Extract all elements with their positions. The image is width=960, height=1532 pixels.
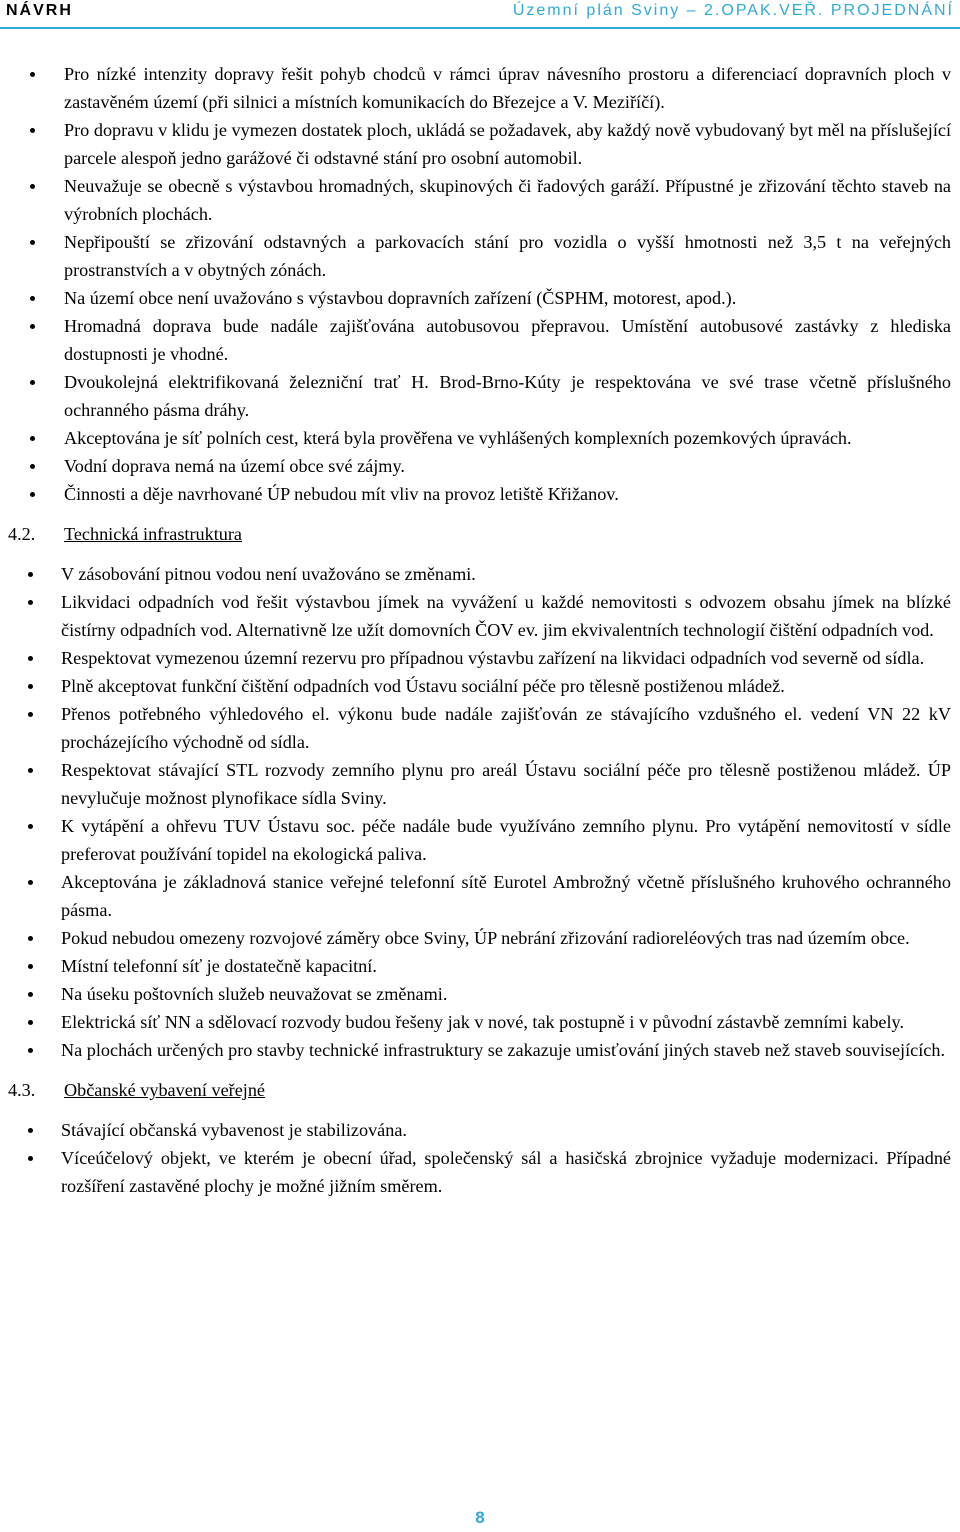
bullet-icon (28, 964, 33, 969)
list-item: Akceptována je základnová stanice veřejné telefonní sítě Eurotel Ambrožný včetně příslušného kruhového ochranného pásma. (0, 868, 960, 924)
bullet-icon (30, 296, 35, 301)
list-item: Nepřipouští se zřizování odstavných a parkovacích stání pro vozidla o vyšší hmotnosti než 3,5 t na veřejných prostranstvích a v obytných zónách. (0, 228, 960, 284)
bullet-icon (28, 684, 33, 689)
list-item: K vytápění a ohřevu TUV Ústavu soc. péče nadále bude využíváno zemního plynu. Pro vytápění nemovitostí v sídle preferovat používání topidel na ekologická paliva. (0, 812, 960, 868)
list-item: Přenos potřebného výhledového el. výkonu bude nadále zajišťován ze stávajícího vzdušného el. vedení VN 22 kV procházejícího východně od sídla. (0, 700, 960, 756)
list-item: Pro dopravu v klidu je vymezen dostatek ploch, ukládá se požadavek, aby každý nově vybudovaný byt měl na příslušející parcele alespoň jedno garážové či odstavné stání pro osobní automobil. (0, 116, 960, 172)
section-number: 4.2. (8, 524, 36, 544)
list-item: Místní telefonní síť je dostatečně kapacitní. (0, 952, 960, 980)
bullet-icon (28, 1156, 33, 1161)
bullet-icon (28, 1048, 33, 1053)
bullet-icon (30, 240, 35, 245)
list-item: Pokud nebudou omezeny rozvojové záměry obce Sviny, ÚP nebrání zřizování radioreléových tras nad územím obce. (0, 924, 960, 952)
bullet-icon (30, 184, 35, 189)
bullet-icon (28, 1020, 33, 1025)
list-item: Elektrická síť NN a sdělovací rozvody budou řešeny jak v nové, tak postupně i v původní zástavbě zemními kabely. (0, 1008, 960, 1036)
technical-list (0, 560, 960, 1064)
bullet-icon (28, 1128, 33, 1133)
bullet-icon (30, 324, 35, 329)
bullet-icon (28, 936, 33, 941)
bullet-icon (28, 656, 33, 661)
bullet-icon (30, 128, 35, 133)
section-title: Technická infrastruktura (64, 524, 242, 544)
document-body (0, 60, 960, 1200)
bullet-icon (28, 768, 33, 773)
header-divider (0, 27, 960, 29)
header-draft-label: NÁVRH (6, 2, 73, 19)
list-item: Na úseku poštovních služeb neuvažovat se změnami. (0, 980, 960, 1008)
list-item: Na plochách určených pro stavby technické infrastruktury se zakazuje umisťování jiných staveb než staveb souvisejících. (0, 1036, 960, 1064)
list-item: Víceúčelový objekt, ve kterém je obecní úřad, společenský sál a hasičská zbrojnice vyžaduje modernizaci. Případné rozšíření zastavěné plochy je možné jižním směrem. (0, 1144, 960, 1200)
section-title: Občanské vybavení veřejné (64, 1080, 265, 1100)
list-item: Neuvažuje se obecně s výstavbou hromadných, skupinových či řadových garáží. Přípustné je zřizování těchto staveb na výrobních plochách. (0, 172, 960, 228)
bullet-icon (28, 712, 33, 717)
bullet-icon (28, 880, 33, 885)
list-item: Respektovat stávající STL rozvody zemního plynu pro areál Ústavu sociální péče pro tělesně postiženou mládež. ÚP nevylučuje možnost plynofikace sídla Sviny. (0, 756, 960, 812)
bullet-icon (30, 436, 35, 441)
list-item: Respektovat vymezenou územní rezervu pro případnou výstavbu zařízení na likvidaci odpadních vod severně od sídla. (0, 644, 960, 672)
section-heading-technical (0, 520, 960, 548)
list-item: Dvoukolejná elektrifikovaná železniční trať H. Brod-Brno-Kúty je respektována ve své trase včetně příslušného ochranného pásma dráhy. (0, 368, 960, 424)
list-item: Stávající občanská vybavenost je stabilizována. (0, 1116, 960, 1144)
civic-list (0, 1116, 960, 1200)
list-item: Činnosti a děje navrhované ÚP nebudou mít vliv na provoz letiště Křižanov. (0, 480, 960, 508)
section-number: 4.3. (8, 1080, 36, 1100)
list-item: Plně akceptovat funkční čištění odpadních vod Ústavu sociální péče pro tělesně postiženou mládež. (0, 672, 960, 700)
list-item: Vodní doprava nemá na území obce své zájmy. (0, 452, 960, 480)
list-item: Hromadná doprava bude nadále zajišťována autobusovou přepravou. Umístění autobusové zastávky z hlediska dostupnosti je vhodné. (0, 312, 960, 368)
page-header (0, 0, 960, 30)
list-item: V zásobování pitnou vodou není uvažováno se změnami. (0, 560, 960, 588)
list-item: Na území obce není uvažováno s výstavbou dopravních zařízení (ČSPHM, motorest, apod.). (0, 284, 960, 312)
list-item: Pro nízké intenzity dopravy řešit pohyb chodců v rámci úprav návesního prostoru a diferenciací dopravních ploch v zastavěném území (při silnici a místních komunikacích do Březejce a V. Meziříčí). (0, 60, 960, 116)
page-number: 8 (475, 1508, 485, 1527)
bullet-icon (30, 492, 35, 497)
transport-list (0, 60, 960, 508)
bullet-icon (28, 824, 33, 829)
list-item: Likvidaci odpadních vod řešit výstavbou jímek na vyvážení u každé nemovitosti s odvozem obsahu jímek na blízké čistírny odpadních vod. Alternativně lze užít domovních ČOV ev. jim ekvivalentních technologií čištění odpadních vod. (0, 588, 960, 644)
bullet-icon (30, 380, 35, 385)
bullet-icon (30, 464, 35, 469)
bullet-icon (28, 572, 33, 577)
list-item: Akceptována je síť polních cest, která byla prověřena ve vyhlášených komplexních pozemkových úpravách. (0, 424, 960, 452)
bullet-icon (28, 600, 33, 605)
bullet-icon (30, 72, 35, 77)
bullet-icon (28, 992, 33, 997)
header-document-title: Územní plán Sviny – 2.OPAK.VEŘ. PROJEDNÁNÍ (512, 2, 954, 19)
section-heading-civic (0, 1076, 960, 1104)
